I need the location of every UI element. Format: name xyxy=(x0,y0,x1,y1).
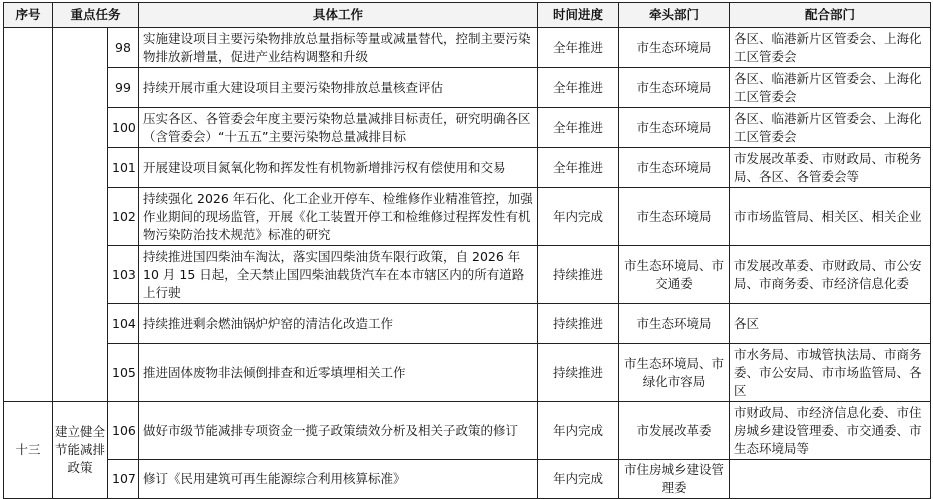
row-progress: 年内完成 xyxy=(538,402,619,460)
table-row xyxy=(4,148,931,188)
row-lead: 市生态环境局 xyxy=(619,108,730,148)
row-progress: 年内完成 xyxy=(538,460,619,499)
row-lead: 市生态环境局 xyxy=(619,28,730,68)
row-progress: 全年推进 xyxy=(538,148,619,188)
row-lead: 市生态环境局 xyxy=(619,304,730,344)
row-coop: 市财政局、市经济信息化委、市住房城乡建设管理委、市交通委、市生态环境局等 xyxy=(730,402,931,460)
row-number: 100 xyxy=(108,108,139,148)
header-task: 重点任务 xyxy=(53,3,139,28)
row-coop: 市市场监管局、相关区、相关企业 xyxy=(730,188,931,246)
row-progress: 持续推进 xyxy=(538,344,619,402)
row-number: 101 xyxy=(108,148,139,188)
row-number: 104 xyxy=(108,304,139,344)
row-lead: 市生态环境局 xyxy=(619,148,730,188)
table-row xyxy=(4,28,931,68)
row-lead: 市发展改革委 xyxy=(619,402,730,460)
work-plan-table xyxy=(3,2,931,499)
row-progress: 全年推进 xyxy=(538,108,619,148)
row-coop: 各区、临港新片区管委会、上海化工区管委会 xyxy=(730,28,931,68)
row-work: 持续推进剩余燃油锅炉炉窑的清洁化改造工作 xyxy=(139,304,538,344)
header-progress: 时间进度 xyxy=(538,3,619,28)
row-work: 推进固体废物非法倾倒排查和近零填埋相关工作 xyxy=(139,344,538,402)
row-work: 做好市级节能减排专项资金一揽子政策绩效分析及相关子政策的修订 xyxy=(139,402,538,460)
row-coop: 各区、临港新片区管委会、上海化工区管委会 xyxy=(730,68,931,108)
header-lead: 牵头部门 xyxy=(619,3,730,28)
row-progress: 持续推进 xyxy=(538,304,619,344)
row-number: 98 xyxy=(108,28,139,68)
table-row xyxy=(4,68,931,108)
row-work: 开展建设项目氮氧化物和挥发性有机物新增排污权有偿使用和交易 xyxy=(139,148,538,188)
row-number: 99 xyxy=(108,68,139,108)
row-coop: 各区 xyxy=(730,304,931,344)
row-number: 103 xyxy=(108,246,139,304)
row-number: 105 xyxy=(108,344,139,402)
row-number: 102 xyxy=(108,188,139,246)
row-coop xyxy=(730,460,931,499)
row-coop: 各区、临港新片区管委会、上海化工区管委会 xyxy=(730,108,931,148)
row-progress: 年内完成 xyxy=(538,188,619,246)
row-lead: 市生态环境局 xyxy=(619,188,730,246)
header-seq: 序号 xyxy=(4,3,53,28)
row-coop: 市发展改革委、市财政局、市税务局、各区、各管委会等 xyxy=(730,148,931,188)
header-coop: 配合部门 xyxy=(730,3,931,28)
row-work: 持续开展市重大建设项目主要污染物排放总量核查评估 xyxy=(139,68,538,108)
group-seq: 十三 xyxy=(4,402,53,499)
row-work: 持续推进国四柴油车淘汰，落实国四柴油货车限行政策，自 2026 年 10 月 15 日起，全天禁止国四柴油载货汽车在本市辖区内的所有道路上行驶 xyxy=(139,246,538,304)
row-work: 持续强化 2026 年石化、化工企业开停车、检维修作业精准管控，加强作业期间的现场监管，开展《化工装置开停工和检维修过程挥发性有机物污染防治技术规范》标准的研究 xyxy=(139,188,538,246)
row-progress: 全年推进 xyxy=(538,68,619,108)
row-work: 压实各区、各管委会年度主要污染物总量减排目标责任，研究明确各区（含管委会）“十五五”主要污染物总量减排目标 xyxy=(139,108,538,148)
row-lead: 市住房城乡建设管理委 xyxy=(619,460,730,499)
row-lead: 市生态环境局、市交通委 xyxy=(619,246,730,304)
row-coop: 市发展改革委、市财政局、市公安局、市商务委、市经济信息化委 xyxy=(730,246,931,304)
row-lead: 市生态环境局 xyxy=(619,68,730,108)
row-number: 107 xyxy=(108,460,139,499)
row-number: 106 xyxy=(108,402,139,460)
table-row xyxy=(4,402,931,460)
group-seq xyxy=(4,28,53,402)
header-work: 具体工作 xyxy=(139,3,538,28)
row-work: 实施建设项目主要污染物排放总量指标等量或减量替代，控制主要污染物排放新增量，促进产业结构调整和升级 xyxy=(139,28,538,68)
row-work: 修订《民用建筑可再生能源综合利用核算标准》 xyxy=(139,460,538,499)
group-task: 建立健全节能减排政策 xyxy=(53,402,108,499)
table-row xyxy=(4,304,931,344)
table-row xyxy=(4,460,931,499)
row-progress: 持续推进 xyxy=(538,246,619,304)
table-row xyxy=(4,108,931,148)
table-row xyxy=(4,246,931,304)
group-task xyxy=(53,28,108,402)
row-coop: 市水务局、市城管执法局、市商务委、市公安局、市市场监管局、各区 xyxy=(730,344,931,402)
row-progress: 全年推进 xyxy=(538,28,619,68)
table-row xyxy=(4,344,931,402)
table-row xyxy=(4,188,931,246)
row-lead: 市生态环境局、市绿化市容局 xyxy=(619,344,730,402)
table-header-row xyxy=(4,3,931,28)
